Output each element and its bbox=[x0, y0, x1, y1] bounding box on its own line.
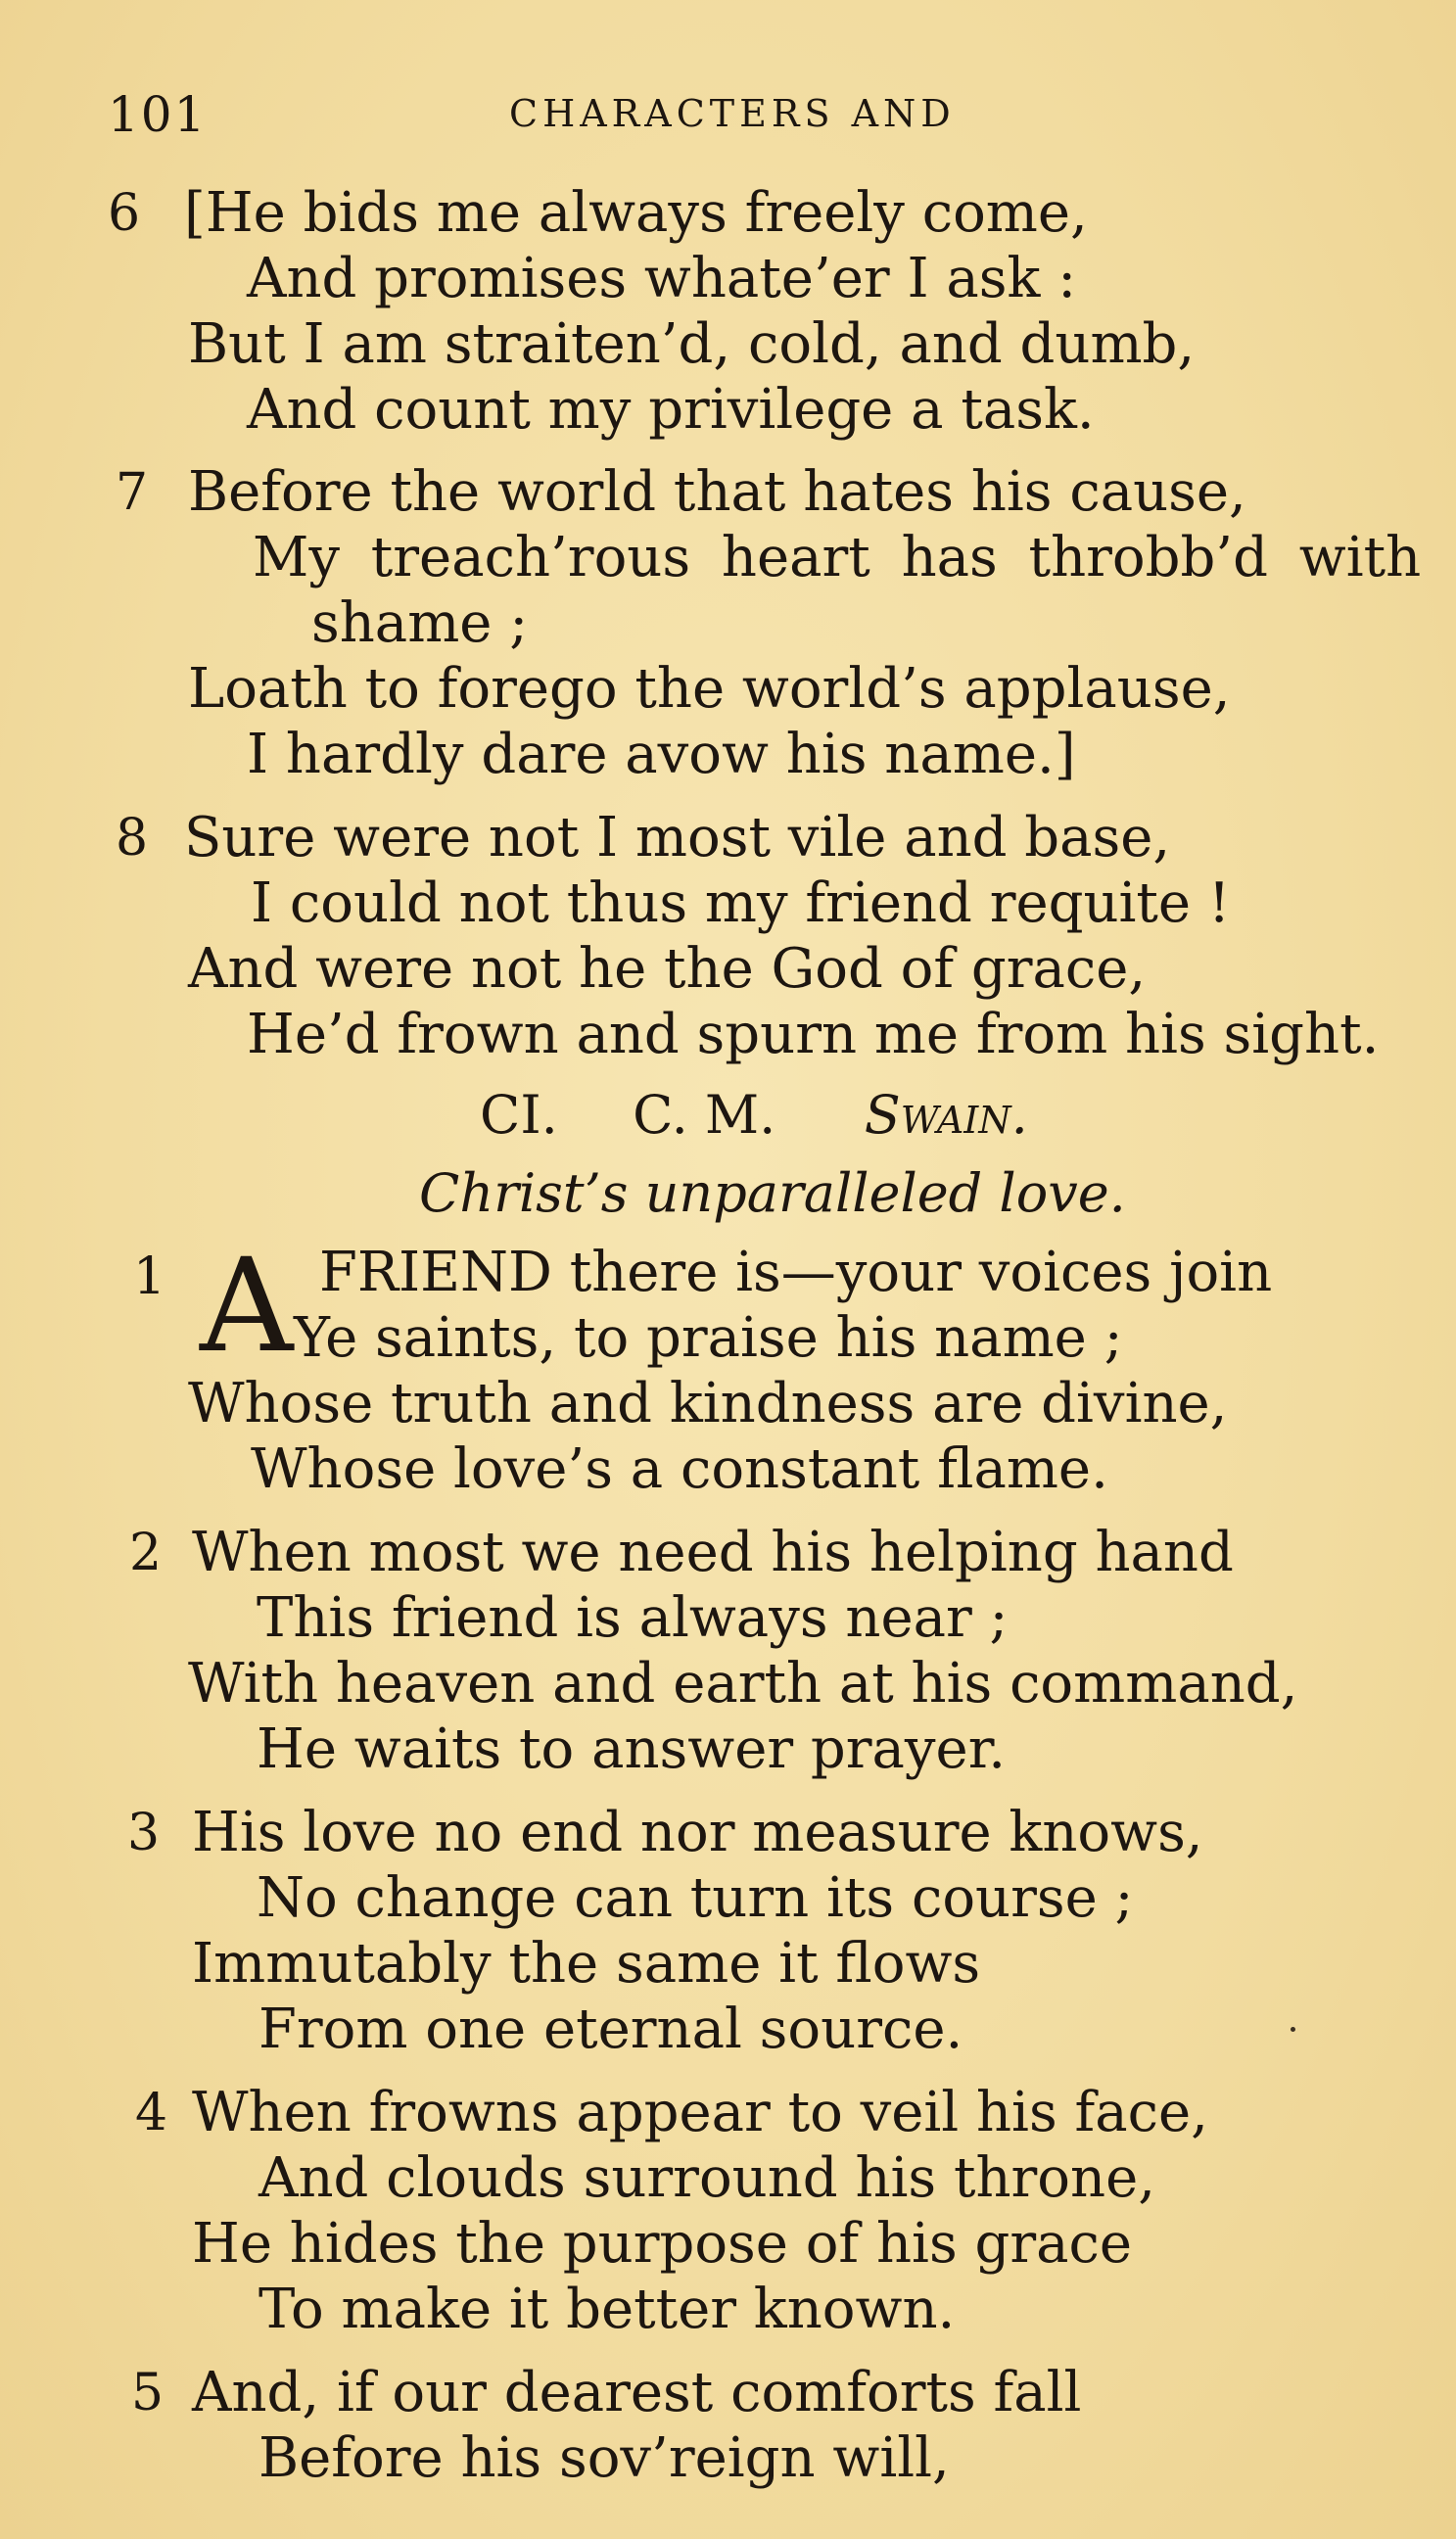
verse-line: When most we need his helping hand bbox=[192, 1521, 1234, 1584]
verse-line: But I am straiten’d, cold, and dumb, bbox=[188, 312, 1196, 376]
verse-line: No change can turn its course ; bbox=[257, 1866, 1134, 1930]
hymn-meter: C. M. bbox=[633, 1084, 776, 1146]
verse-line: He’d frown and spurn me from his sight. bbox=[247, 1003, 1380, 1066]
verse-line: Ye saints, to praise his name ; bbox=[294, 1306, 1123, 1370]
verse-line: Before the world that hates his cause, bbox=[188, 460, 1246, 524]
verse-line: My treach’rous heart has throbb’d with bbox=[253, 526, 1422, 589]
page-number: 101 bbox=[108, 86, 208, 143]
verse-line: FRIEND there is—your voices join bbox=[319, 1241, 1273, 1304]
verse-line: And, if our dearest comforts fall bbox=[192, 2361, 1082, 2424]
verse-line: And count my privilege a task. bbox=[247, 378, 1095, 442]
verse-line: Immutably the same it flows bbox=[192, 1932, 981, 1996]
verse-line: This friend is always near ; bbox=[257, 1586, 1009, 1650]
verse-line: And promises whate’er I ask : bbox=[247, 247, 1077, 310]
hymn-author: Swain. bbox=[864, 1084, 1028, 1146]
verse-line: Whose love’s a constant flame. bbox=[251, 1437, 1108, 1501]
stanza-number: 4 bbox=[135, 2084, 168, 2142]
stanza-number: 1 bbox=[133, 1247, 166, 1306]
verse-line: Before his sov’reign will, bbox=[258, 2426, 950, 2490]
verse-line: Sure were not I most vile and base, bbox=[184, 806, 1171, 870]
verse-line: shame ; bbox=[311, 591, 529, 655]
verse-line: I hardly dare avow his name.] bbox=[247, 723, 1076, 786]
verse-line: Whose truth and kindness are divine, bbox=[188, 1372, 1228, 1435]
stanza-number: 8 bbox=[116, 809, 149, 868]
hymn-subtitle: Christ’s unparalleled love. bbox=[419, 1162, 1126, 1224]
verse-line: From one eternal source. bbox=[258, 1998, 963, 2061]
stanza-number: 5 bbox=[131, 2364, 164, 2422]
verse-line: His love no end nor measure knows, bbox=[192, 1801, 1203, 1864]
drop-cap: A bbox=[200, 1231, 294, 1382]
verse-line: When frowns appear to veil his face, bbox=[192, 2081, 1208, 2144]
verse-line: Loath to forego the world’s applause, bbox=[188, 657, 1231, 721]
verse-line: And were not he the God of grace, bbox=[188, 937, 1147, 1001]
ink-speck bbox=[1291, 2027, 1295, 2032]
hymn-heading bbox=[480, 1084, 1028, 1146]
running-head: CHARACTERS AND bbox=[509, 92, 956, 135]
stanza-number: 2 bbox=[129, 1524, 163, 1582]
stanza-number: 3 bbox=[127, 1804, 161, 1862]
stanza-number: 7 bbox=[116, 463, 149, 522]
stanza-number: 6 bbox=[108, 184, 141, 243]
verse-line: [He bids me always freely come, bbox=[184, 181, 1088, 245]
verse-line: He hides the purpose of his grace bbox=[192, 2212, 1132, 2276]
verse-line: To make it better known. bbox=[258, 2278, 956, 2341]
hymn-number: CI. bbox=[480, 1084, 558, 1146]
verse-line: With heaven and earth at his command, bbox=[188, 1652, 1298, 1716]
verse-line: I could not thus my friend requite ! bbox=[251, 871, 1231, 935]
page-header bbox=[108, 86, 1048, 155]
verse-line: He waits to answer prayer. bbox=[257, 1717, 1007, 1781]
verse-line: And clouds surround his throne, bbox=[258, 2146, 1156, 2210]
